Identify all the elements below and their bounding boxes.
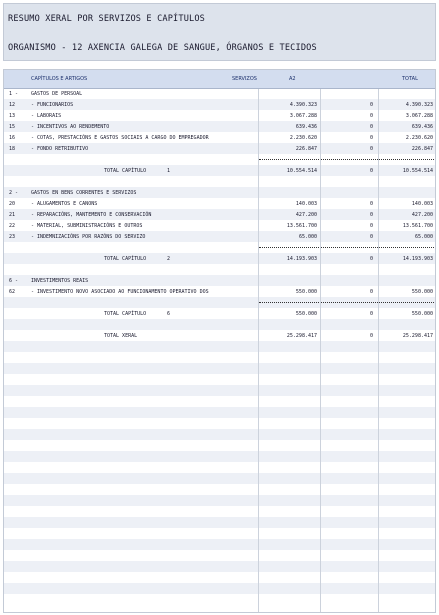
chapter-number: 6 <box>167 311 171 317</box>
row-band <box>4 363 435 374</box>
table-row <box>4 88 435 99</box>
row-band <box>4 429 435 440</box>
blank-row <box>4 264 435 275</box>
a2-amount: 226.847 <box>295 146 317 152</box>
header-capitulos: CAPÍTULOS E ARTIGOS <box>31 76 88 82</box>
table-row <box>4 110 435 121</box>
article-code: 21 <box>9 212 16 218</box>
article-description: - INCENTIVOS AO RENDEMENTO <box>31 124 110 130</box>
a2-amount: 65.000 <box>298 234 317 240</box>
report-title: RESUMO XERAL POR SERVIZOS E CAPÍTULOS <box>8 14 205 24</box>
a2-amount: 10.554.514 <box>286 168 317 174</box>
table-row <box>4 231 435 242</box>
article-description: - MATERIAL, SUBMINISTRACIÓNS E OUTROS <box>31 223 143 229</box>
row-band <box>4 407 435 418</box>
extra-amount: 0 <box>369 234 373 240</box>
a2-amount: 639.436 <box>295 124 317 130</box>
article-description: - COTAS, PRESTACIÓNS E GASTOS SOCIAIS A CARGO DO EMPREGADOR <box>31 135 209 141</box>
article-code: 22 <box>9 223 16 229</box>
dotted-rule <box>259 159 319 160</box>
row-band <box>4 517 435 528</box>
total-label: TOTAL CAPÍTULO <box>104 168 147 174</box>
a2-amount: 13.561.700 <box>286 223 317 229</box>
article-code: 15 <box>9 124 16 130</box>
extra-amount: 0 <box>369 289 373 295</box>
extra-amount: 0 <box>369 333 373 339</box>
dotted-rule <box>321 159 378 160</box>
dotted-rule <box>321 302 378 303</box>
table-row <box>4 143 435 154</box>
table-row <box>4 121 435 132</box>
total-label: TOTAL CAPÍTULO <box>104 311 147 317</box>
a2-amount: 550.000 <box>295 289 317 295</box>
extra-amount: 0 <box>369 201 373 207</box>
total-amount: 4.390.323 <box>405 102 433 108</box>
row-band <box>4 451 435 462</box>
extra-amount: 0 <box>369 311 373 317</box>
a2-amount: 2.230.620 <box>289 135 317 141</box>
article-code: 6 - <box>9 278 19 284</box>
extra-amount: 0 <box>369 212 373 218</box>
a2-amount: 14.193.903 <box>286 256 317 262</box>
a2-amount: 25.298.417 <box>286 333 317 339</box>
article-description: - FONDO RETRIBUTIVO <box>31 146 89 152</box>
total-amount: 10.554.514 <box>402 168 433 174</box>
dotted-rule <box>379 247 434 248</box>
dotted-rule <box>321 247 378 248</box>
a2-amount: 4.390.323 <box>289 102 317 108</box>
article-code: 62 <box>9 289 16 295</box>
article-description: GASTOS DE PERSOAL <box>31 91 83 97</box>
blank-row <box>4 176 435 187</box>
subtotal-separator <box>4 297 435 308</box>
article-description: - LABORAIS <box>31 113 62 119</box>
total-amount: 25.298.417 <box>402 333 433 339</box>
a2-amount: 140.003 <box>295 201 317 207</box>
table-row <box>4 286 435 297</box>
extra-amount: 0 <box>369 223 373 229</box>
article-code: 18 <box>9 146 16 152</box>
article-description: - ALUGAMENTOS E CANONS <box>31 201 98 207</box>
article-description: INVESTIMENTOS REAIS <box>31 278 89 284</box>
budget-table <box>3 69 436 613</box>
chapter-number: 1 <box>167 168 171 174</box>
header-total: TOTAL <box>402 76 418 82</box>
extra-amount: 0 <box>369 168 373 174</box>
row-band <box>4 539 435 550</box>
total-amount: 226.847 <box>411 146 433 152</box>
a2-amount: 3.067.288 <box>289 113 317 119</box>
dotted-rule <box>379 159 434 160</box>
article-description: - INDEMNIZACIÓNS POR RAZÓNS DO SERVIZO <box>31 234 146 240</box>
row-band <box>4 561 435 572</box>
article-code: 2 - <box>9 190 19 196</box>
row-band <box>4 583 435 594</box>
article-description: - INVESTIMENTO NOVO ASOCIADO AO FUNCIONAMENTO OPERATIVO DOS <box>31 289 209 295</box>
header-servizos: SERVIZOS <box>232 76 257 82</box>
extra-amount: 0 <box>369 256 373 262</box>
subtotal-separator <box>4 154 435 165</box>
dotted-rule <box>379 302 434 303</box>
extra-amount: 0 <box>369 113 373 119</box>
article-code: 20 <box>9 201 16 207</box>
extra-amount: 0 <box>369 135 373 141</box>
row-band <box>4 495 435 506</box>
row-band <box>4 473 435 484</box>
a2-amount: 550.000 <box>295 311 317 317</box>
blank-row <box>4 319 435 330</box>
table-row <box>4 132 435 143</box>
table-row <box>4 198 435 209</box>
report-header <box>3 3 436 61</box>
total-amount: 639.436 <box>411 124 433 130</box>
article-description: GASTOS EN BENS CORRENTES E SERVIZOS <box>31 190 137 196</box>
article-code: 12 <box>9 102 16 108</box>
article-description: - FUNCIONARIOS <box>31 102 74 108</box>
total-amount: 14.193.903 <box>402 256 433 262</box>
row-band <box>4 341 435 352</box>
article-code: 23 <box>9 234 16 240</box>
chapter-number: 2 <box>167 256 171 262</box>
total-row <box>4 308 435 319</box>
article-description: - REPARACIÓNS, MANTEMENTO E CONSERVACIÓN <box>31 212 152 218</box>
extra-amount: 0 <box>369 146 373 152</box>
total-amount: 550.000 <box>411 311 433 317</box>
dotted-rule <box>259 302 319 303</box>
table-row <box>4 220 435 231</box>
total-amount: 140.003 <box>411 201 433 207</box>
total-amount: 427.200 <box>411 212 433 218</box>
total-amount: 2.230.620 <box>405 135 433 141</box>
table-row <box>4 187 435 198</box>
subtotal-separator <box>4 242 435 253</box>
table-row <box>4 275 435 286</box>
a2-amount: 427.200 <box>295 212 317 218</box>
total-amount: 65.000 <box>414 234 433 240</box>
total-row <box>4 253 435 264</box>
article-code: 1 - <box>9 91 19 97</box>
total-label: TOTAL CAPÍTULO <box>104 256 147 262</box>
article-code: 16 <box>9 135 16 141</box>
total-label: TOTAL XERAL <box>104 333 138 339</box>
dotted-rule <box>259 247 319 248</box>
table-row <box>4 99 435 110</box>
row-band <box>4 385 435 396</box>
total-amount: 550.000 <box>411 289 433 295</box>
total-row <box>4 165 435 176</box>
extra-amount: 0 <box>369 102 373 108</box>
total-amount: 3.067.288 <box>405 113 433 119</box>
table-header <box>4 70 435 89</box>
header-a2: A2 <box>289 76 296 82</box>
extra-amount: 0 <box>369 124 373 130</box>
table-row <box>4 209 435 220</box>
organism-title: ORGANISMO - 12 AXENCIA GALEGA DE SANGUE, ÓRGANOS E TECIDOS <box>8 43 317 53</box>
total-row <box>4 330 435 341</box>
article-code: 13 <box>9 113 16 119</box>
total-amount: 13.561.700 <box>402 223 433 229</box>
